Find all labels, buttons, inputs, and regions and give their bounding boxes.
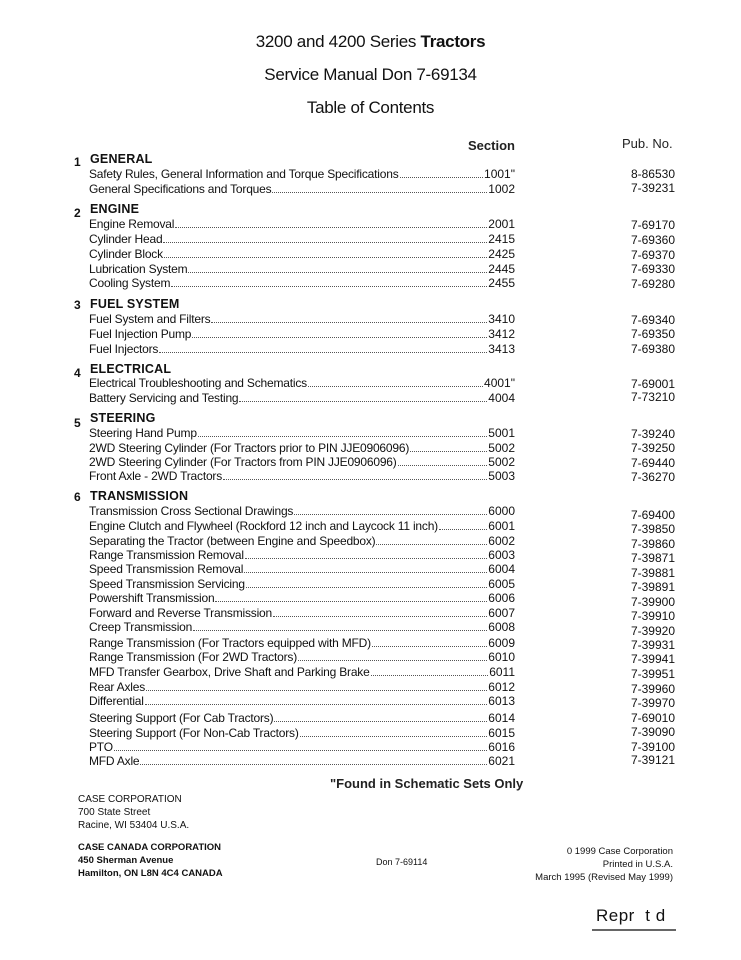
toc-entry[interactable]: Transmission Cross Sectional Drawings 6000 (89, 504, 515, 518)
printed-line: Printed in U.S.A. (602, 859, 673, 870)
pub-number: 7-69001 (630, 377, 675, 391)
toc-entry[interactable]: Front Axle - 2WD Tractors 5003 (89, 469, 515, 483)
toc-entry[interactable]: Safety Rules, General Information and Torque Specifications 1001" (89, 167, 515, 181)
pub-number: 7-39871 (630, 551, 675, 565)
canada-address (78, 841, 223, 880)
toc-entry[interactable]: Cylinder Block 2425 (89, 247, 515, 261)
dot-leader (175, 227, 487, 228)
toc-entry[interactable]: Electrical Troubleshooting and Schematics 4001" (89, 376, 515, 390)
pub-number: 7-39920 (630, 624, 675, 638)
toc-entry[interactable]: Range Transmission (For Tractors equipped with MFD) 6009 (89, 636, 515, 650)
pub-number: 7-39910 (630, 609, 675, 623)
toc-entry[interactable]: Engine Removal 2001 (89, 217, 515, 231)
dot-leader (145, 704, 488, 705)
dot-leader (140, 764, 487, 765)
section-heading-steering: STEERING (90, 411, 156, 425)
section-column-header: Section (468, 138, 515, 153)
document-title (0, 32, 741, 52)
dot-leader (439, 529, 487, 530)
section-number: 5 (74, 416, 81, 430)
pub-number: 7-39100 (630, 740, 675, 754)
toc-entry[interactable]: General Specifications and Torques 1002 (89, 182, 515, 196)
toc-entry[interactable]: PTO 6016 (89, 740, 515, 754)
dot-leader (298, 660, 487, 661)
dot-leader (246, 587, 487, 588)
toc-entry[interactable]: Cylinder Head 2415 (89, 232, 515, 246)
toc-entry[interactable]: Differential 6013 (89, 694, 515, 708)
toc-entry[interactable]: Engine Clutch and Flywheel (Rockford 12 inch and Laycock 11 inch) 6001 (89, 519, 515, 533)
reprinted-underline (592, 929, 676, 931)
dot-leader (274, 721, 487, 722)
dot-leader (164, 257, 487, 258)
dot-leader (371, 675, 489, 676)
pub-number: 7-39850 (630, 522, 675, 536)
toc-entry[interactable]: MFD Transfer Gearbox, Drive Shaft and Parking Brake 6011 (89, 665, 515, 679)
pub-number: 7-39891 (630, 580, 675, 594)
footnote-schematic-sets: "Found in Schematic Sets Only (330, 776, 524, 791)
pub-number: 7-39960 (630, 682, 675, 696)
pub-number: 7-69010 (630, 711, 675, 725)
toc-entry[interactable]: Steering Hand Pump 5001 (89, 426, 515, 440)
dot-leader (376, 544, 487, 545)
address-line: Hamilton, ON L8N 4C4 CANADA (78, 868, 223, 879)
dot-leader (372, 646, 487, 647)
title-series: 3200 and 4200 Series (255, 32, 417, 51)
address-line: CASE CANADA CORPORATION (78, 842, 222, 853)
toc-entry[interactable]: Fuel Injection Pump 3412 (89, 327, 515, 341)
address-line: 700 State Street (78, 807, 151, 818)
dot-leader (171, 286, 487, 287)
pub-number: 7-69280 (630, 277, 675, 291)
dot-leader (211, 322, 487, 323)
dot-leader (146, 690, 487, 691)
toc-entry[interactable]: Forward and Reverse Transmission 6007 (89, 606, 515, 620)
pub-no-column-header: Pub. No. (622, 136, 673, 151)
pub-number: 7-39941 (630, 652, 675, 666)
pub-number: 7-39231 (630, 181, 675, 195)
toc-entry[interactable]: Steering Support (For Non-Cab Tractors) 6015 (89, 726, 515, 740)
pub-number: 7-39881 (630, 566, 675, 580)
revision-date: March 1995 (Revised May 1999) (535, 872, 673, 883)
pub-number: 7-69400 (630, 508, 675, 522)
section-number: 6 (74, 490, 81, 504)
dot-leader (398, 465, 488, 466)
toc-entry[interactable]: Rear Axles 6012 (89, 680, 515, 694)
toc-entry[interactable]: Steering Support (For Cab Tractors) 6014 (89, 711, 515, 725)
toc-entry[interactable]: MFD Axle 6021 (89, 754, 515, 768)
dot-leader (239, 401, 487, 402)
dot-leader (400, 177, 484, 178)
dot-leader (300, 736, 488, 737)
dot-leader (159, 352, 487, 353)
dot-leader (163, 242, 487, 243)
toc-entry[interactable]: Range Transmission Removal 6003 (89, 548, 515, 562)
section-heading-transmission: TRANSMISSION (90, 489, 189, 503)
section-heading-electrical: ELECTRICAL (90, 362, 172, 376)
copyright-line: 0 1999 Case Corporation (566, 846, 673, 857)
section-number: 1 (74, 155, 81, 169)
pub-number: 7-69330 (630, 262, 675, 276)
dot-leader (114, 750, 487, 751)
toc-heading: Table of Contents (306, 98, 435, 117)
dot-leader (244, 572, 487, 573)
reprinted-label: Repr t d (596, 906, 666, 925)
toc-entry[interactable]: Speed Transmission Removal 6004 (89, 562, 515, 576)
pub-number: 7-69170 (630, 218, 675, 232)
pub-number: 7-69380 (630, 342, 675, 356)
section-heading-fuel-system: FUEL SYSTEM (90, 297, 180, 311)
dot-leader (245, 558, 487, 559)
pub-number: 7-39900 (630, 595, 675, 609)
pub-number: 7-69360 (630, 233, 675, 247)
dot-leader (193, 630, 487, 631)
pub-number: 7-39240 (630, 427, 675, 441)
pub-number: 8-86530 (630, 167, 675, 181)
toc-entry[interactable]: 2WD Steering Cylinder (For Tractors prior to PIN JJE0906096) 5002 (89, 441, 515, 455)
toc-entry[interactable]: Separating the Tractor (between Engine and Speedbox) 6002 (89, 534, 515, 548)
copyright-block (480, 845, 673, 884)
us-address (78, 793, 189, 832)
toc-entry[interactable]: 2WD Steering Cylinder (For Tractors from PIN JJE0906096) 5002 (89, 455, 515, 469)
pub-number: 7-69440 (630, 456, 675, 470)
dot-leader (192, 337, 487, 338)
pub-number: 7-39121 (630, 753, 675, 767)
dot-leader (308, 386, 483, 387)
section-number: 4 (74, 366, 81, 380)
pub-number: 7-39931 (630, 638, 675, 652)
section-heading-engine: ENGINE (90, 202, 140, 216)
section-number: 3 (74, 298, 81, 312)
pub-number: 7-39970 (630, 696, 675, 710)
toc-entry[interactable]: Creep Transmission 6008 (89, 620, 515, 634)
pub-number: 7-39250 (630, 441, 675, 455)
dot-leader (215, 601, 487, 602)
pub-number: 7-39951 (630, 667, 675, 681)
section-number: 2 (74, 206, 81, 220)
section-heading-general: GENERAL (90, 152, 153, 166)
toc-entry[interactable]: Lubrication System 2445 (89, 262, 515, 276)
toc-entry[interactable]: Speed Transmission Servicing 6005 (89, 577, 515, 591)
title-tractors: Tractors (420, 32, 486, 51)
dot-leader (294, 514, 487, 515)
toc-entry[interactable]: Battery Servicing and Testing 4004 (89, 391, 515, 405)
toc-entry[interactable]: Range Transmission (For 2WD Tractors) 6010 (89, 650, 515, 664)
dot-leader (410, 451, 487, 452)
dot-leader (188, 272, 487, 273)
address-line: Racine, WI 53404 U.S.A. (78, 820, 190, 831)
pub-number: 7-69350 (630, 327, 675, 341)
dot-leader (198, 436, 487, 437)
toc-entry[interactable]: Fuel Injectors 3413 (89, 342, 515, 356)
toc-entry[interactable]: Fuel System and Filters 3410 (89, 312, 515, 326)
manual-number-title: Service Manual Don 7-69134 (264, 65, 477, 84)
toc-entry[interactable]: Powershift Transmission 6006 (89, 591, 515, 605)
pub-number: 7-69340 (630, 313, 675, 327)
pub-number: 7-39860 (630, 537, 675, 551)
pub-number: 7-69370 (630, 248, 675, 262)
dot-leader (272, 192, 487, 193)
pub-number: 7-39090 (630, 725, 675, 739)
toc-entry[interactable]: Cooling System 2455 (89, 276, 515, 290)
address-line: 450 Sherman Avenue (78, 855, 174, 866)
doc-number: Don 7-69114 (376, 857, 428, 867)
pub-number: 7-36270 (630, 470, 675, 484)
address-line: CASE CORPORATION (78, 794, 182, 805)
dot-leader (273, 616, 487, 617)
pub-number: 7-73210 (630, 390, 675, 404)
dot-leader (223, 479, 487, 480)
